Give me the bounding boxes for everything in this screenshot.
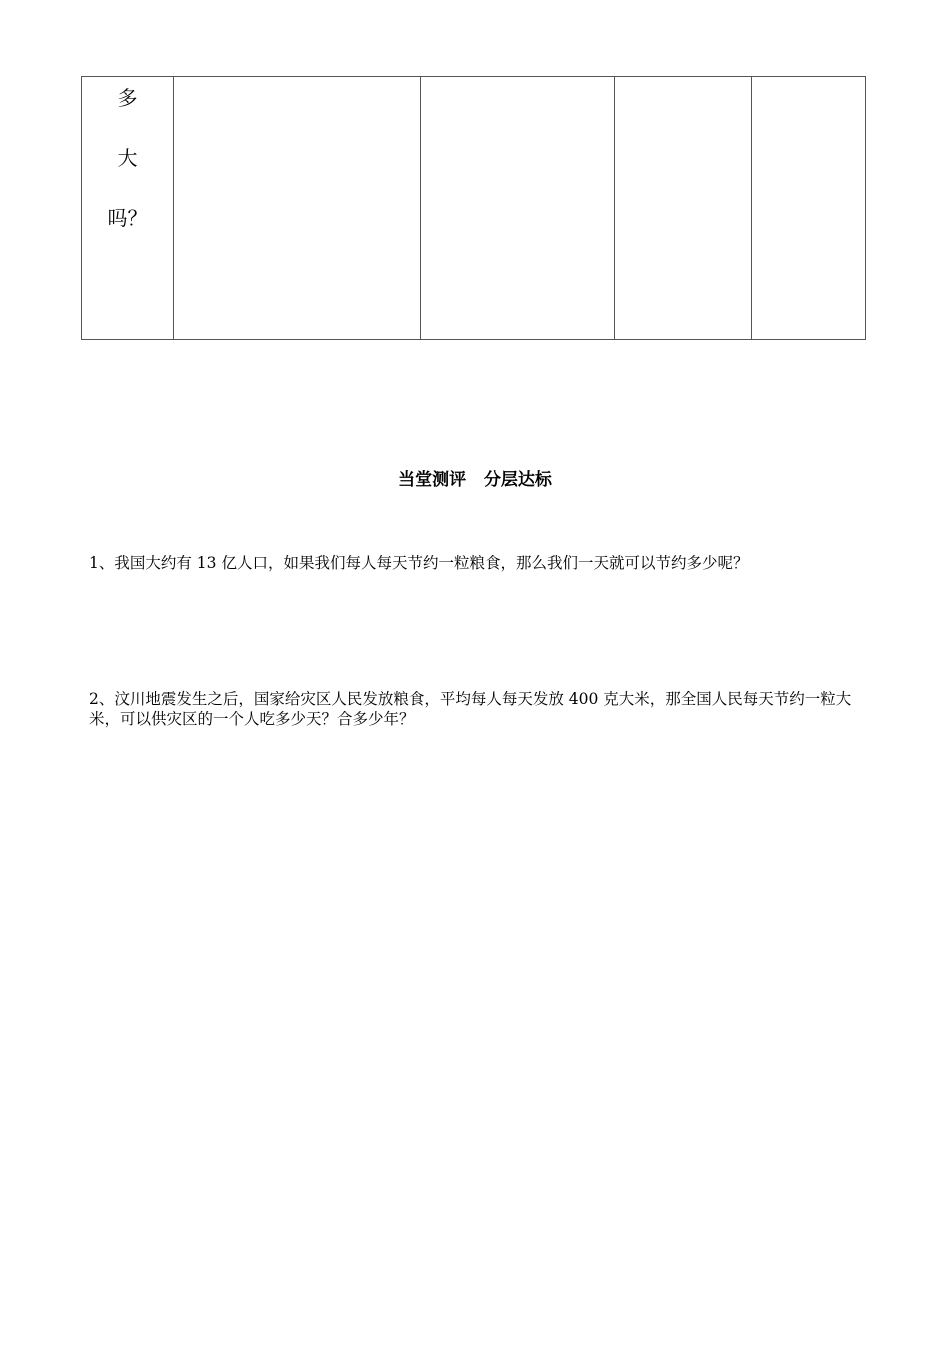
question-label-char-1: 多: [117, 86, 138, 110]
question-label-char-3: 吗？: [107, 206, 148, 230]
table-cell-empty-2[interactable]: [421, 77, 615, 340]
worksheet-table: [81, 76, 866, 340]
table-cell-empty-3[interactable]: [615, 77, 752, 340]
table-cell-empty-4[interactable]: [752, 77, 866, 340]
question-label-char-2: 大: [117, 146, 138, 170]
question-1: 1、我国大约有 13 亿人口，如果我们每人每天节约一粒粮食，那么我们一天就可以节约多少呢？: [89, 554, 749, 572]
question-2: 2、汶川地震发生之后，国家给灾区人民发放粮食，平均每人每天发放 400 克大米，那全国人民每天节约一粒大米，可以供灾区的一个人吃多少天？合多少年？: [89, 690, 852, 728]
table-row: [82, 77, 866, 340]
table-cell-question-label: [82, 77, 174, 340]
section-title: 当堂测评 分层达标: [398, 470, 552, 490]
table-cell-empty-1[interactable]: [174, 77, 421, 340]
